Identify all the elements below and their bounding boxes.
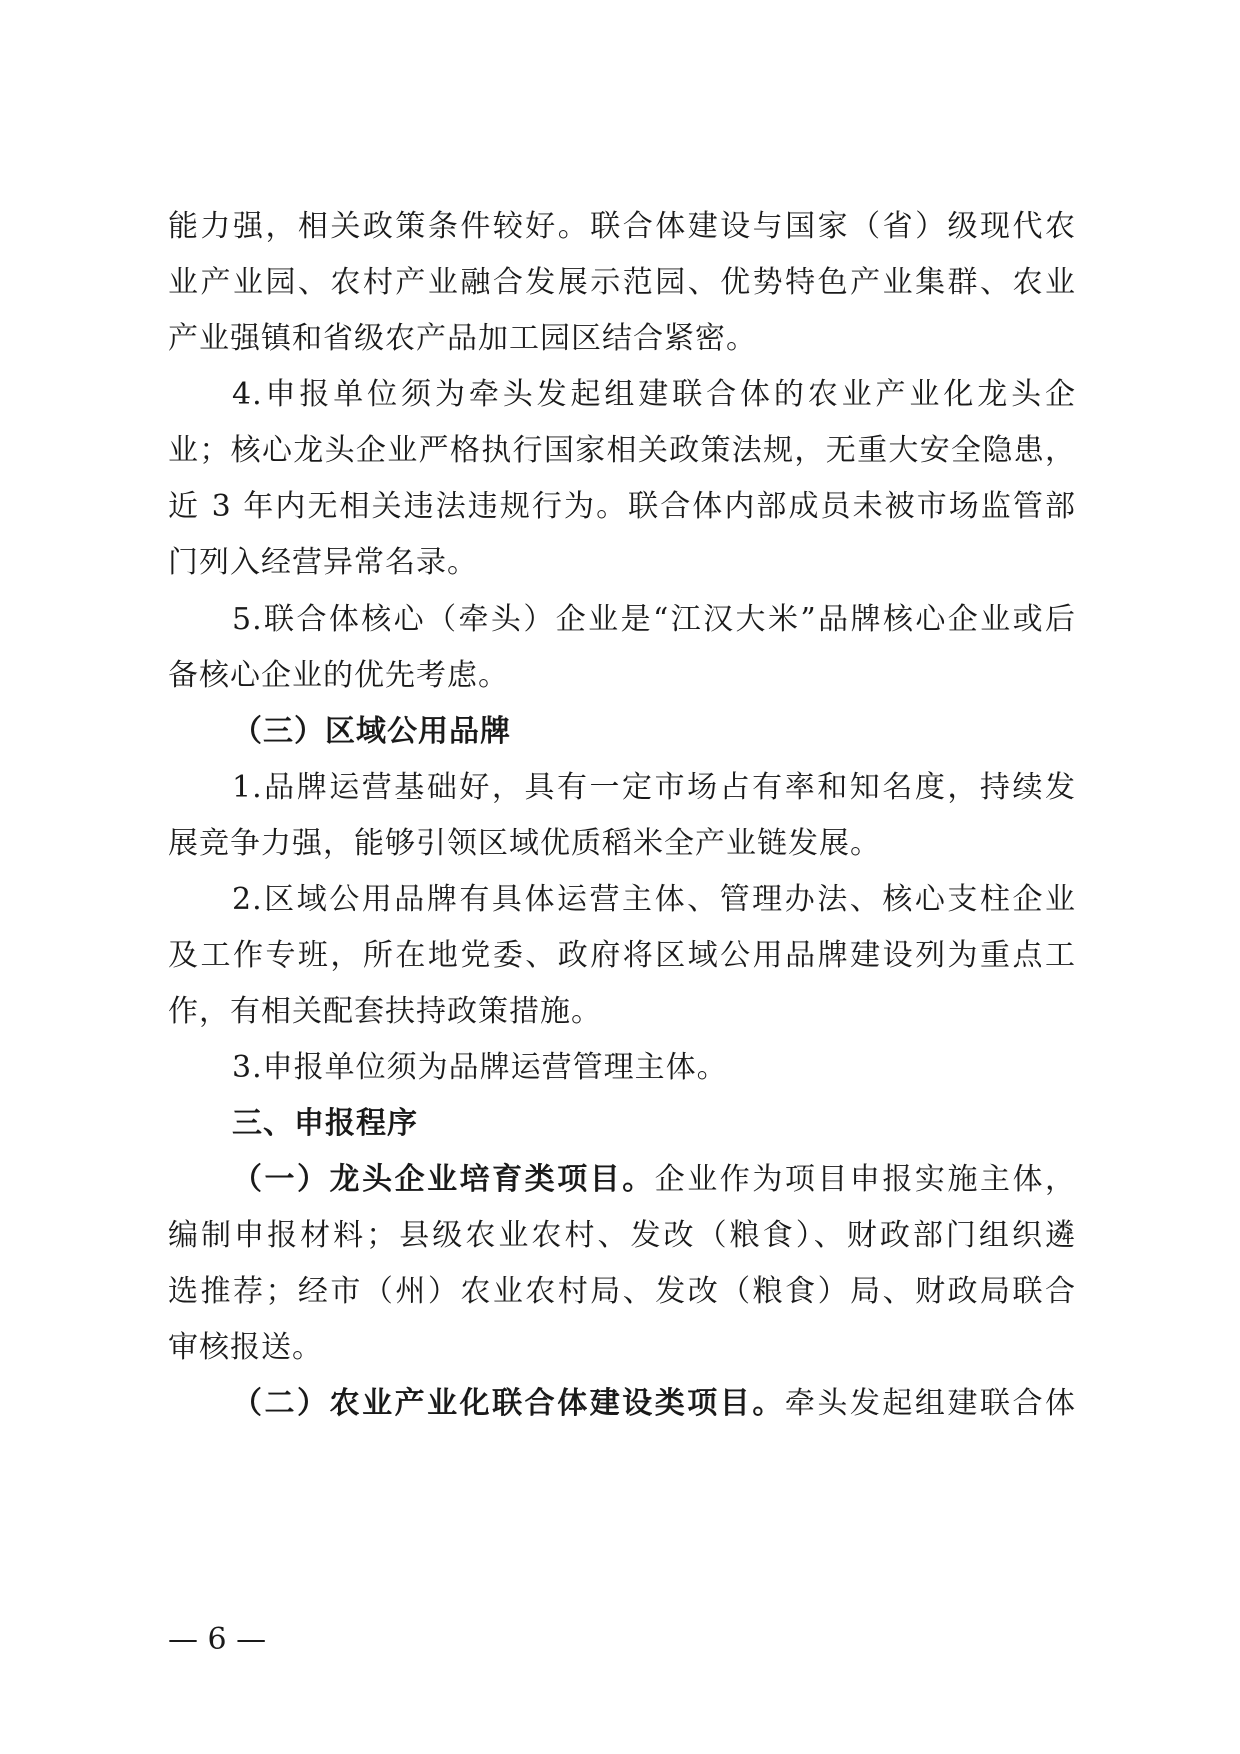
paragraph-line: 近 3 年内无相关违法违规行为。联合体内部成员未被市场监管部 <box>168 489 1076 524</box>
paragraph-line <box>232 1148 1076 1212</box>
paragraph-line: 展竞争力强，能够引领区域优质稻米全产业链发展。 <box>168 826 881 861</box>
paragraph-text: 企业作为项目申报实施主体， <box>654 1162 1077 1197</box>
paragraph-line: 5.联合体核心（牵头）企业是“江汉大米”品牌核心企业或后 <box>232 602 1076 637</box>
paragraph-line: 选推荐；经市（州）农业农村局、发改（粮食）局、财政局联合 <box>168 1274 1076 1309</box>
paragraph-line: 产业强镇和省级农产品加工园区结合紧密。 <box>168 321 757 356</box>
paragraph-line: 作，有相关配套扶持政策措施。 <box>168 994 602 1029</box>
paragraph-line: 及工作专班，所在地党委、政府将区域公用品牌建设列为重点工 <box>168 938 1076 973</box>
paragraph-line: 1.品牌运营基础好，具有一定市场占有率和知名度，持续发 <box>232 770 1076 805</box>
paragraph-line: 审核报送。 <box>168 1330 323 1365</box>
paragraph-line <box>232 1372 1076 1436</box>
paragraph-line: 2.区域公用品牌有具体运营主体、管理办法、核心支柱企业 <box>232 882 1076 917</box>
paragraph-line: 业产业园、农村产业融合发展示范园、优势特色产业集群、农业 <box>168 265 1076 300</box>
paragraph-line: 门列入经营异常名录。 <box>168 545 478 580</box>
paragraph-line: 能力强，相关政策条件较好。联合体建设与国家（省）级现代农 <box>168 209 1076 244</box>
bold-lead: （一）龙头企业培育类项目。 <box>232 1162 655 1197</box>
paragraph-line: 3.申报单位须为品牌运营管理主体。 <box>232 1050 728 1085</box>
paragraph-text: 牵头发起组建联合体 <box>784 1386 1077 1421</box>
section-heading: 三、申报程序 <box>232 1106 418 1141</box>
paragraph-line: 4.申报单位须为牵头发起组建联合体的农业产业化龙头企 <box>232 377 1076 412</box>
bold-lead: （二）农业产业化联合体建设类项目。 <box>232 1386 785 1421</box>
paragraph-line: 业；核心龙头企业严格执行国家相关政策法规，无重大安全隐患， <box>168 433 1076 468</box>
section-heading: （三）区域公用品牌 <box>232 714 511 749</box>
paragraph-line: 编制申报材料；县级农业农村、发改（粮食）、财政部门组织遴 <box>168 1218 1076 1253</box>
paragraph-line: 备核心企业的优先考虑。 <box>168 658 509 693</box>
page-number: — 6 — <box>168 1622 267 1657</box>
